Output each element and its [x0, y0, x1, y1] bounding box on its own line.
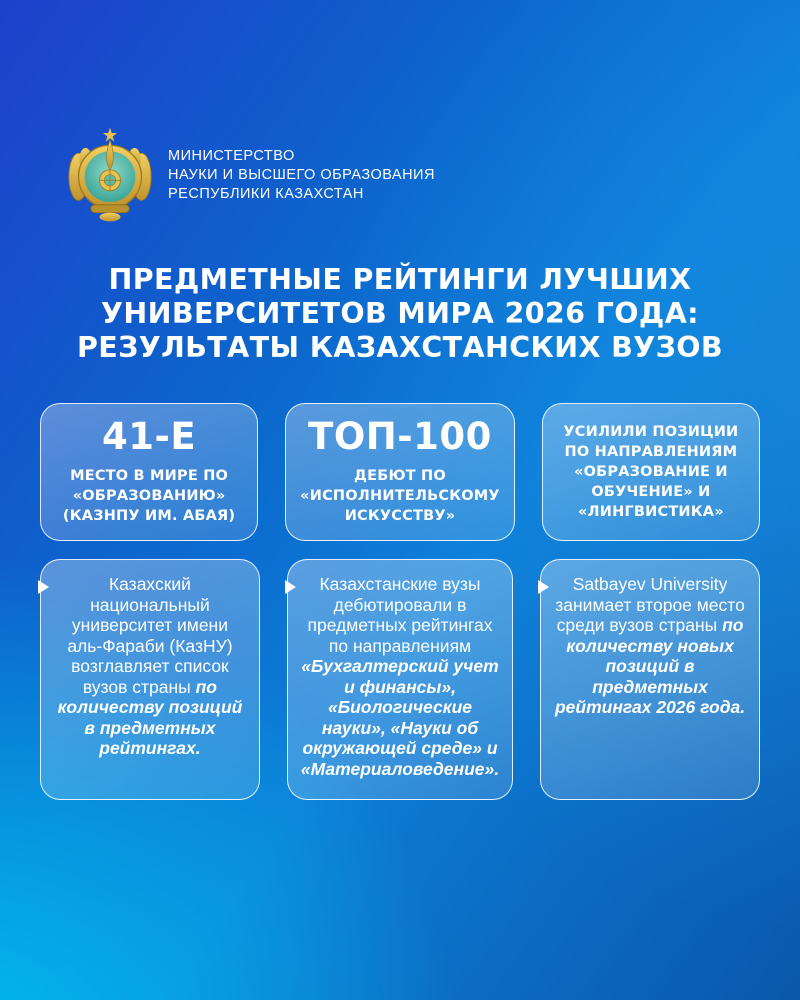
- detail-regular-text: Казахстанские вузы дебютировали в предметных рейтингах по направлениям: [307, 574, 493, 656]
- detail-emphasis-text: по количеству позиций в предметных рейтингах.: [57, 676, 243, 758]
- title-line-3: РЕЗУЛЬТАТЫ КАЗАХСТАНСКИХ ВУЗОВ: [76, 331, 724, 364]
- title-line-1: ПРЕДМЕТНЫЕ РЕЙТИНГИ ЛУЧШИХ: [108, 263, 692, 296]
- ministry-header: [66, 126, 435, 224]
- detail-card-kaznu: [40, 559, 260, 800]
- title-line-2: УНИВЕРСИТЕТОВ МИРА 2026 ГОДА:: [101, 297, 699, 330]
- ministry-line-2: НАУКИ И ВЫСШЕГО ОБРАЗОВАНИЯ: [168, 166, 435, 183]
- stat-description: МЕСТО В МИРЕ ПО «ОБРАЗОВАНИЮ» (КАЗНПУ ИМ. АБАЯ): [62, 468, 236, 524]
- detail-emphasis-text: по количеству новых позиций в предметных рейтингах 2026 года.: [554, 615, 746, 717]
- detail-text: [301, 574, 499, 779]
- stat-cards-row: [40, 403, 760, 541]
- bullet-triangle-icon: [538, 580, 549, 594]
- stat-card-strengthened-positions: [542, 403, 760, 541]
- ministry-name: [168, 147, 435, 204]
- detail-text: [54, 574, 246, 759]
- stat-card-top-100: [285, 403, 515, 541]
- stat-description: УСИЛИЛИ ПОЗИЦИИ ПО НАПРАВЛЕНИЯМ «ОБРАЗОВАНИЕ И ОБУЧЕНИЕ» И «ЛИНГВИСТИКА»: [563, 424, 739, 520]
- stat-description: ДЕБЮТ ПО «ИСПОЛНИТЕЛЬСКОМУ ИСКУССТВУ»: [300, 468, 500, 524]
- page-title: [0, 263, 800, 365]
- stat-headline: 41-Е: [102, 415, 197, 458]
- stat-card-education-rank: [40, 403, 258, 541]
- ministry-line-3: РЕСПУБЛИКИ КАЗАХСТАН: [168, 185, 364, 202]
- kazakhstan-emblem-icon: [66, 126, 154, 224]
- ministry-line-1: МИНИСТЕРСТВО: [168, 147, 295, 164]
- bullet-triangle-icon: [285, 580, 296, 594]
- detail-card-satbayev: [540, 559, 760, 800]
- detail-text: [554, 574, 746, 718]
- detail-card-debuts: [287, 559, 513, 800]
- detail-regular-text: Satbayev University занимает второе место среди вузов страны: [555, 574, 745, 635]
- bullet-triangle-icon: [38, 580, 49, 594]
- detail-emphasis-text: «Бухгалтерский учет и финансы», «Биологические науки», «Науки об окружающей среде» и «Материаловедение».: [300, 656, 500, 779]
- detail-cards-row: [40, 559, 760, 800]
- detail-regular-text: Казахский национальный университет имени аль-Фараби (КазНУ) возглавляет список вузов страны: [67, 574, 233, 697]
- stat-headline: ТОП-100: [308, 415, 492, 458]
